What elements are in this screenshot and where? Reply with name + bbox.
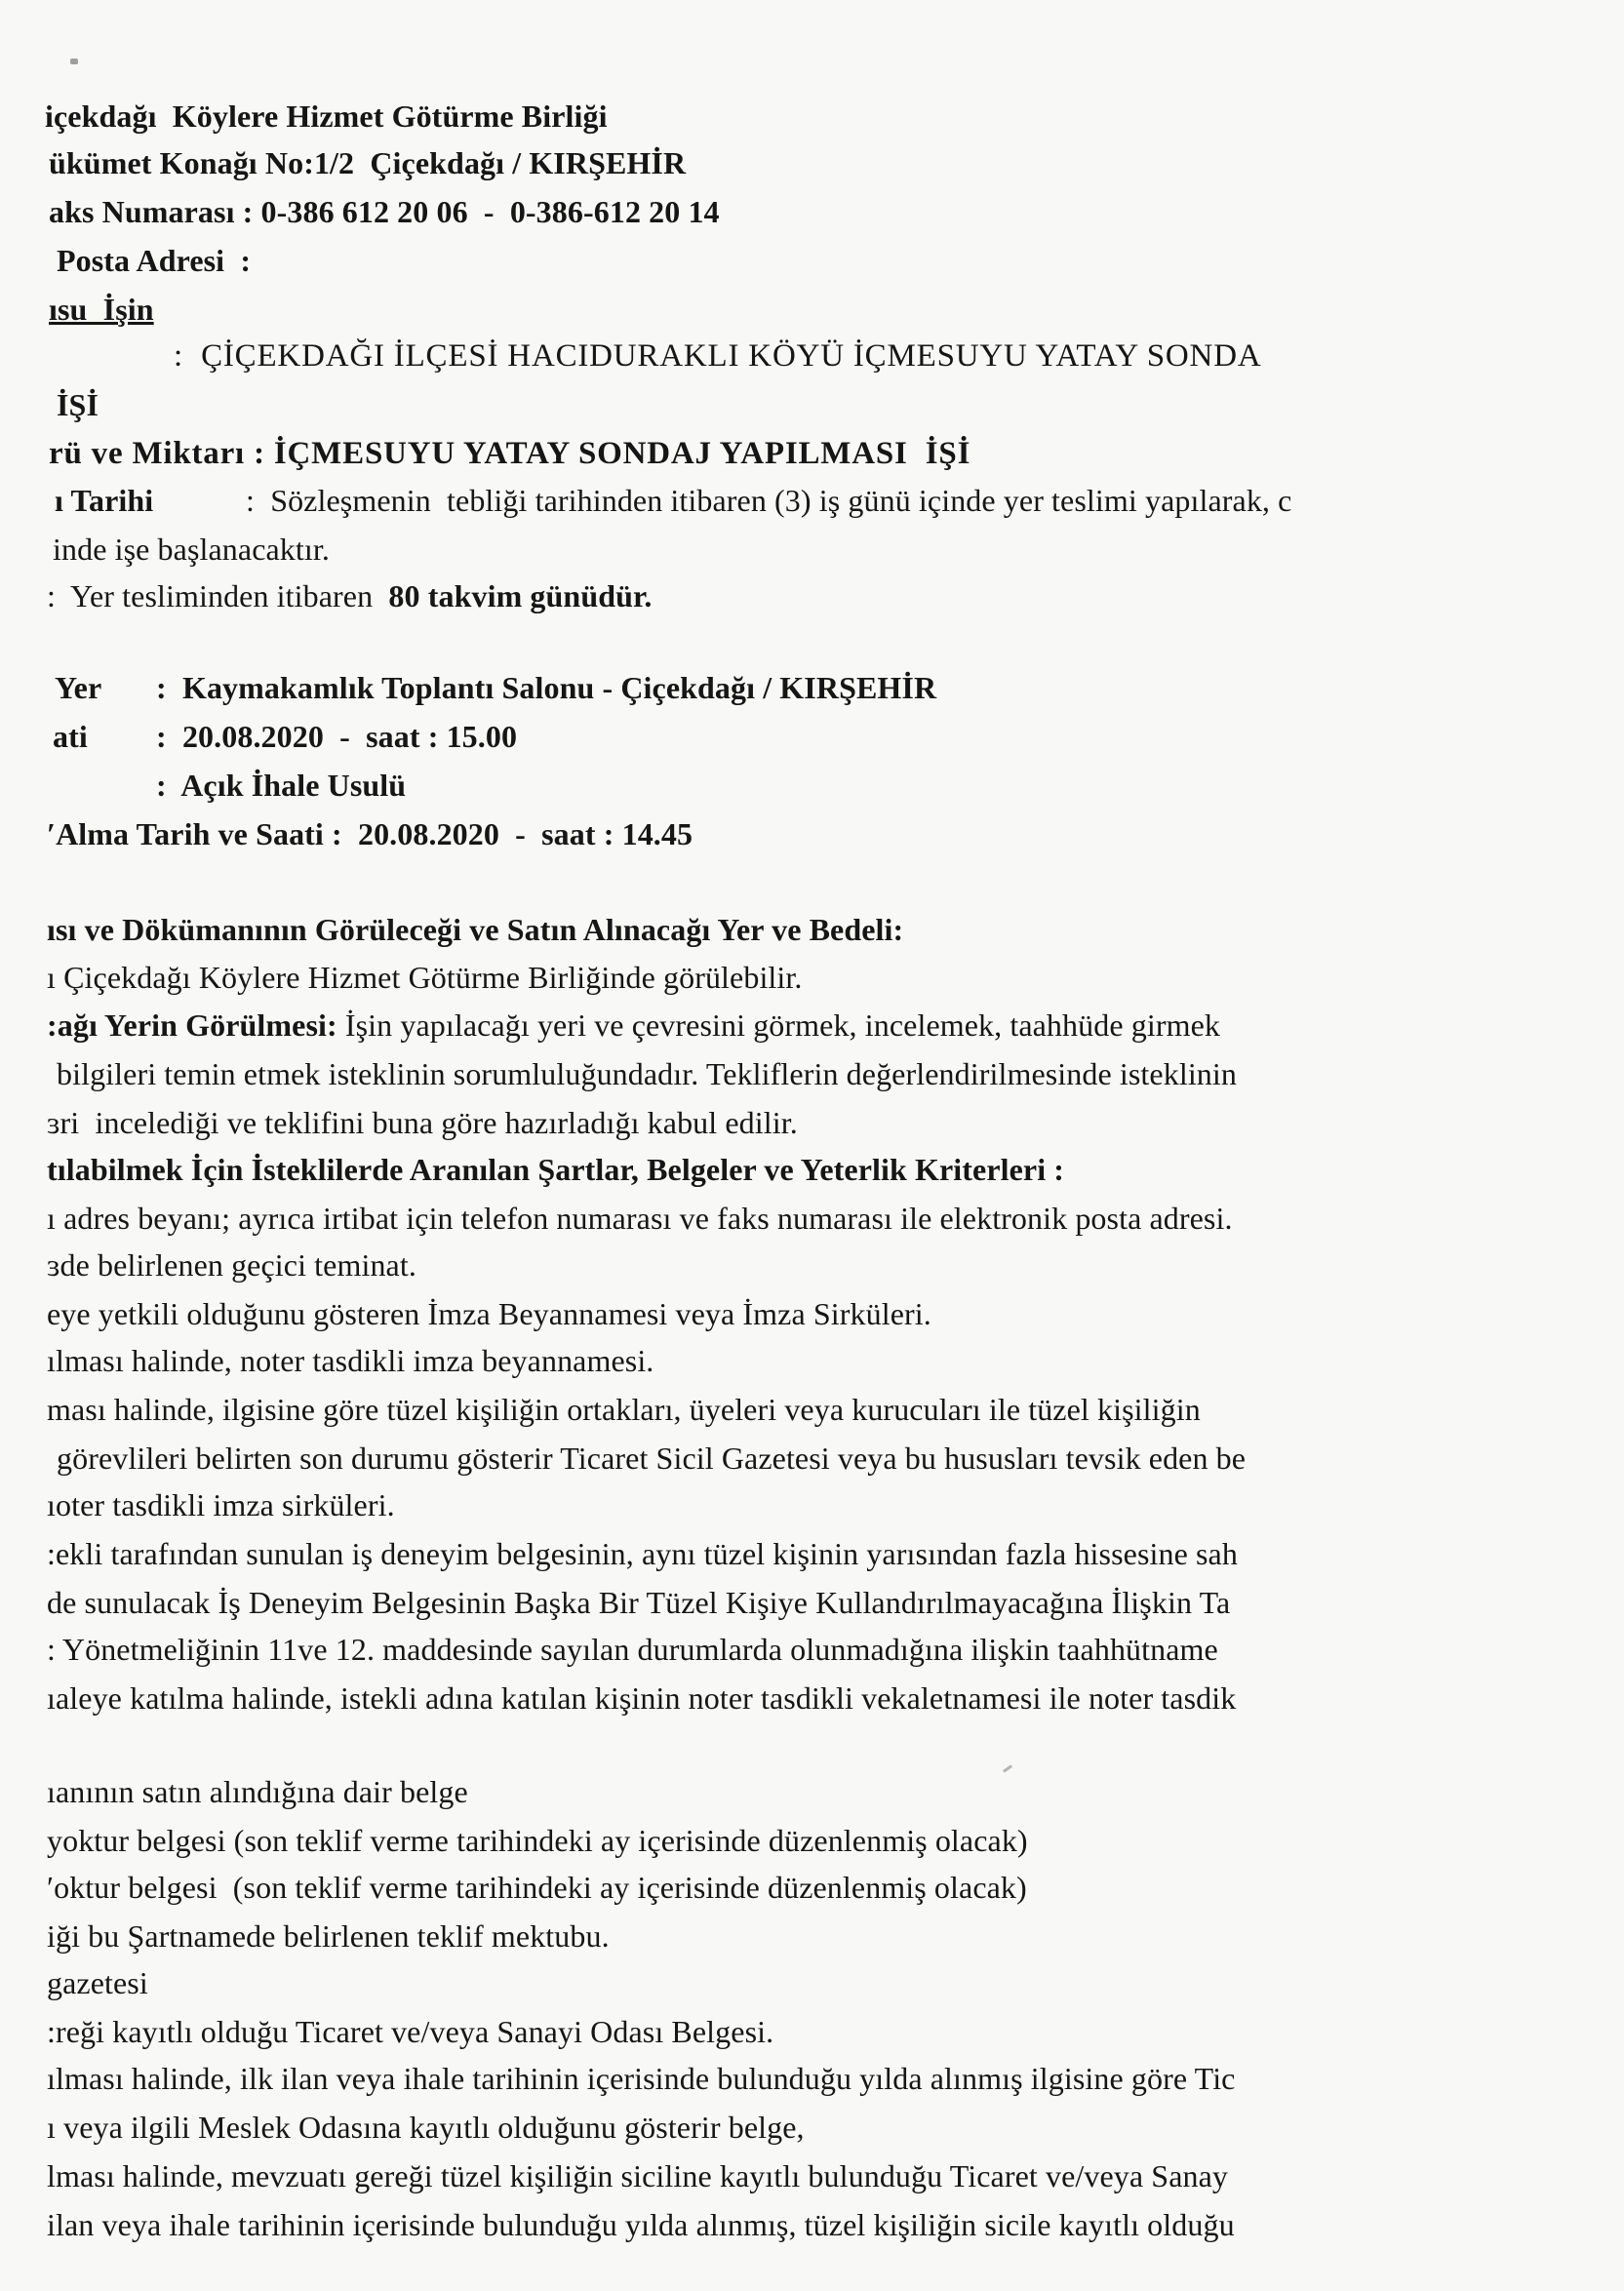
procedure-text: : Açık İhale Usulü [156,768,407,803]
criteria-heading: tılabilmek İçin İsteklilerde Aranılan Şartlar, Belgeler ve Yeterlik Kriterleri : [47,1152,1065,1187]
org-name: içekdağı Köylere Hizmet Götürme Birliği [45,99,608,134]
criteria-16: gazetesi [47,1965,148,2000]
start-date-cont: inde işe başlanacaktır. [53,532,330,567]
address: ükümet Konağı No:1/2 Çiçekdağı / KIRŞEHİR [49,145,687,180]
time-text: : 20.08.2020 - saat : 15.00 [156,719,518,754]
venue-label: Yer [55,670,102,705]
criteria-4: ılması halinde, noter tasdikli imza beyannamesi. [47,1343,654,1378]
site-text-3: ɜri incelediği ve teklifini buna göre hazırladığı kabul edilir. [47,1105,798,1140]
criteria-10: : Yönetmeliğinin 11ve 12. maddesinde sayılan durumlarda olunmadığına ilişkin taahhütname [47,1632,1218,1667]
criteria-11: ıaleye katılma halinde, istekli adına katılan kişinin noter tasdikli vekaletnamesi ile noter tasdik [47,1680,1237,1716]
fax-line: aks Numarası : 0-386 612 20 06 - 0-386-612 20 14 [49,194,720,229]
start-date-label: ı Tarihi [55,483,154,518]
site-text: İşin yapılacağı yeri ve çevresini görmek, incelemek, taahhüde girmek [337,1007,1220,1043]
duration-pre: : Yer tesliminden itibaren [47,578,389,613]
site-line [47,1007,1220,1044]
scan-mark [70,59,78,64]
site-heading: :ağı Yerin Görülmesi: [47,1007,337,1043]
venue-text: : Kaymakamlık Toplantı Salonu - Çiçekdağı / KIRŞEHİR [156,670,937,705]
site-text-2: bilgileri temin etmek isteklinin sorumluluğundadır. Tekliflerin değerlendirilmesinde isteklinin [57,1056,1237,1091]
docs-text: ı Çiçekdağı Köylere Hizmet Götürme Birliğinde görülebilir. [47,960,803,995]
criteria-3: eye yetkili olduğunu gösteren İmza Beyannamesi veya İmza Sirküleri. [47,1296,931,1331]
section-work: ısu İşin [49,292,154,327]
criteria-8: :ekli tarafından sunulan iş deneyim belgesinin, aynı tüzel kişinin yarısından fazla hissesine sah [47,1536,1238,1571]
criteria-15: iği bu Şartnamede belirlenen teklif mektubu. [47,1918,610,1954]
criteria-17: :reği kayıtlı olduğu Ticaret ve/veya Sanayi Odası Belgesi. [47,2014,774,2049]
criteria-20: lması halinde, mevzuatı gereği tüzel kişiliğin siciline kayıtlı bulunduğu Ticaret ve/veya Sanay [47,2158,1229,2193]
criteria-6: görevlileri belirten son durumu gösterir Ticaret Sicil Gazetesi veya bu hususları tevsik eden be [57,1441,1247,1476]
scan-speck [1003,1764,1012,1772]
criteria-1: ı adres beyanı; ayrıca irtibat için telefon numarası ve faks numarası ile elektronik posta adresi. [47,1201,1233,1236]
criteria-19: ı veya ilgili Meslek Odasına kayıtlı olduğunu gösterir belge, [47,2110,805,2145]
time-label: ati [53,719,88,754]
criteria-13: yoktur belgesi (son teklif verme tarihindeki ay içerisinde düzenlenmiş olacak) [47,1823,1028,1858]
criteria-14: ʹoktur belgesi (son teklif verme tarihindeki ay içerisinde düzenlenmiş olacak) [47,1870,1027,1905]
work-type: rü ve Miktarı : İÇMESUYU YATAY SONDAJ YAPILMASI İŞİ [49,436,971,471]
criteria-21: ilan veya ihale tarihinin içerisinde bulunduğu yılda alınmış, tüzel kişiliğin sicile kayıtlı olduğu [47,2207,1235,2242]
criteria-18: ılması halinde, ilk ilan veya ihale tarihinin içerisinde bulunduğu yılda alınmış ilgisine göre Tic [47,2061,1236,2096]
duration-line [47,577,652,614]
work-name: : ÇİÇEKDAĞI İLÇESİ HACIDURAKLI KÖYÜ İÇMESUYU YATAY SONDA [174,338,1262,374]
criteria-7: ıoter tasdikli imza sirküleri. [47,1487,395,1522]
duration-bold: 80 takvim günüdür. [388,578,653,613]
criteria-5: ması halinde, ilgisine göre tüzel kişiliğin ortakları, üyeleri veya kurucuları ile tüzel kişiliğin [47,1392,1201,1427]
work-name-cont: İŞİ [57,387,99,422]
criteria-2: ɜde belirlenen geçici teminat. [47,1247,416,1283]
docs-heading: ısı ve Dökümanının Görüleceği ve Satın Alınacağı Yer ve Bedeli: [47,912,904,947]
start-date-text: : Sözleşmenin tebliği tarihinden itibaren (3) iş günü içinde yer teslimi yapılarak, c [246,483,1292,518]
email-line: Posta Adresi : [57,243,252,278]
criteria-9: de sunulacak İş Deneyim Belgesinin Başka Bir Tüzel Kişiye Kullandırılmayacağına İlişkin Ta [47,1585,1231,1620]
criteria-12: ıanının satın alındığına dair belge [47,1774,468,1809]
bid-deadline: ʹAlma Tarih ve Saati : 20.08.2020 - saat : 14.45 [47,816,693,851]
